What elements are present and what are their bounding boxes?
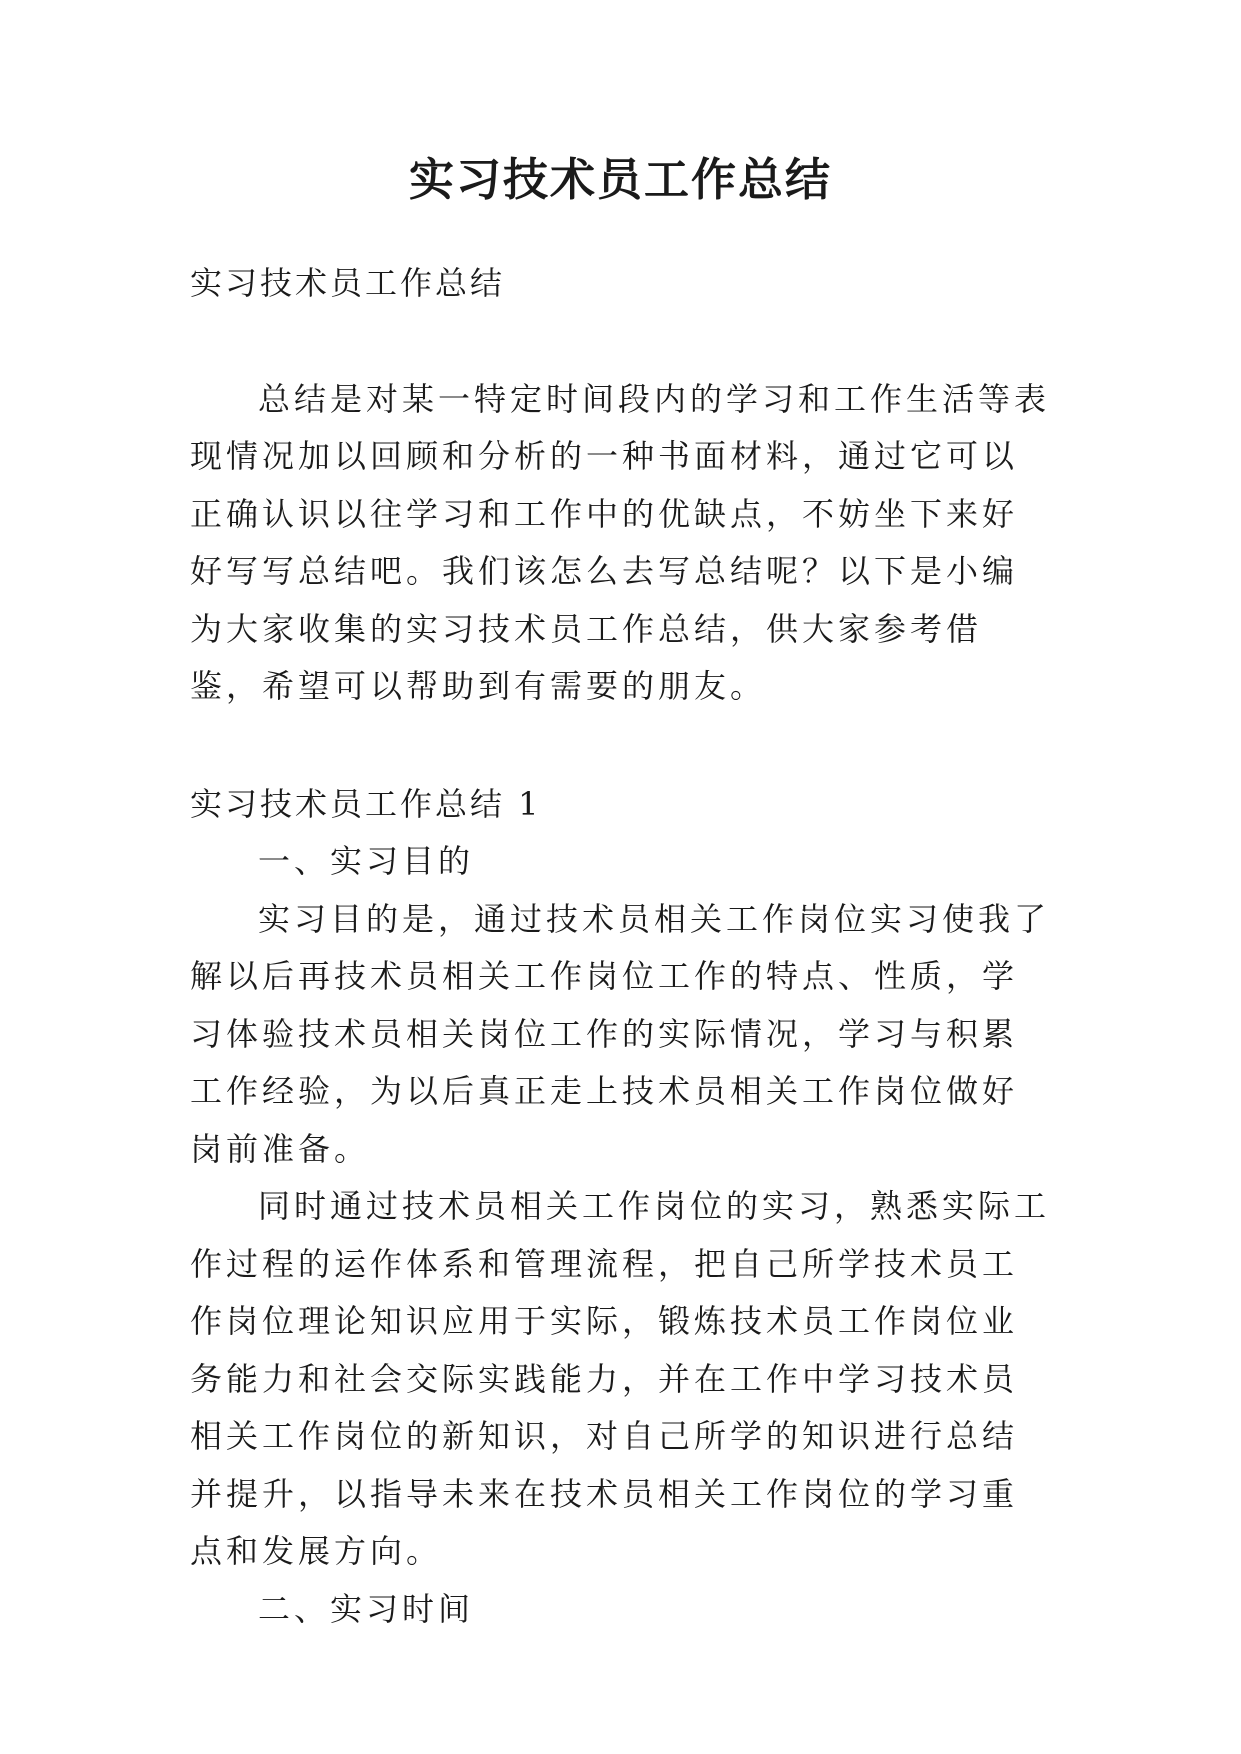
purpose-paragraph-2: 同时通过技术员相关工作岗位的实习，熟悉实际工作过程的运作体系和管理流程，把自己所学技术员工作岗位理论知识应用于实际，锻炼技术员工作岗位业务能力和社会交际实践能力，并在工作中学习技术员相关工作岗位的新知识，对自己所学的知识进行总结并提升，以指导未来在技术员相关工作岗位的学习重点和发展方向。: [190, 1187, 1051, 1570]
document-subtitle: 实习技术员工作总结: [190, 264, 506, 302]
document-body: [190, 255, 1050, 1638]
heading-time: 二、实习时间: [258, 1589, 475, 1628]
section-title: 实习技术员工作总结 1: [190, 784, 542, 823]
heading-purpose: 一、实习目的: [258, 842, 475, 880]
purpose-paragraph-1: 实习目的是，通过技术员相关工作岗位实习使我了解以后再技术员相关工作岗位工作的特点、性质，学习体验技术员相关岗位工作的实际情况，学习与积累工作经验，为以后真正走上技术员相关工作岗位做好岗前准备。: [190, 899, 1051, 1168]
document-title: 实习技术员工作总结: [408, 153, 832, 206]
intro-paragraph: 总结是对某一特定时间段内的学习和工作生活等表现情况加以回顾和分析的一种书面材料，通过它可以正确认识以往学习和工作中的优缺点，不妨坐下来好好写写总结吧。我们该怎么去写总结呢？以下是小编为大家收集的实习技术员工作总结，供大家参考借鉴，希望可以帮助到有需要的朋友。: [190, 379, 1051, 705]
